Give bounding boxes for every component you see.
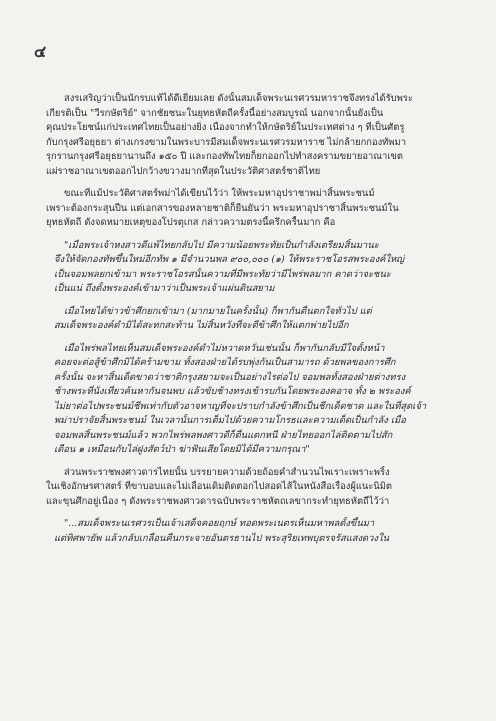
text-line: เพราะต้องกระสุนปืน แต่เอกสารของหลายชาติก็ยืนยันว่า พระมหาอุปราชาสิ้นพระชนม์ใน xyxy=(46,202,399,214)
text-line: ครั้งนั้น จะหาสิ้นเด็ดขาดว่าชาติกรุงสยามจะเป็นอย่างไรต่อไป จอมพลทั้งสองฝ่ายต่างทรง xyxy=(54,371,406,383)
text-line: ช้างพระที่นั่งเที่ยวค้นหากันจนพบ แล้วขับช้างทรงเข้ารบกันโดยพระองคอาจ ทั้ง ๒ พระองค์ xyxy=(54,386,411,397)
body-paragraph xyxy=(46,92,466,179)
text-line: จึงให้จัดกองทัพขึ้นใหม่อีกทัพ ๑ มีจำนวนพล ๙๐๐,๐๐๐ (๑) ให้พระราชโอรสพระองค์ใหญ่ xyxy=(54,254,405,265)
text-line: สงรเสริญว่าเป็นนักรบแท้ได้ดีเยี่ยมเลย ดังนั้นสมเด็จพระนเรศวรมหาราชจึงทรงได้รับพระ xyxy=(64,93,413,104)
text-line: คุณประโยชน์แก่ประเทศไทยเป็นอย่างยิ่ง เนื่องจากทำให้กษัตริย์ในประเทศต่าง ๆ ที่เป็นศัตรู xyxy=(46,122,405,133)
text-line: แผ่ราชอาณาเขตออกไปกว้างขวางมากที่สุดในประวัติศาสตร์ชาติไทย xyxy=(46,165,321,177)
text-line: ยุทธหัตถี ดังจดหมายเหตุของโปรตุเกส กล่าวความตรงนี้ครึกครื้นมาก คือ xyxy=(46,217,336,228)
text-line: แต่ทิศพายัพ แล้วกลับเกลื่อนคืนกระจายอันตรธานไป พระสุริยเทพบุตรจรัสแสงดวงใน xyxy=(54,532,389,544)
text-line: จอมพลสิ้นพระชนม์แล้ว พวกไพร่พลพงศาวดีก็ตื่นแตกหนี ฝ่ายไทยออกไล่ติดตามไปสัก xyxy=(54,429,393,441)
text-line: เมื่อไทยได้ข่าวข้าศึกยกเข้ามา (มากมายในครั้งนั้น) ก็พากันตื่นตกใจทั่วไป แต่ xyxy=(64,305,372,317)
text-line: ส่วนพระราชพงศาวดารไทยนั้น บรรยายความด้วยถ้อยคำสำนวนไพเราะเพราะพริ้ง xyxy=(64,466,390,478)
text-line: สมเด็จพระองค์ดำมิได้สะทกสะท้าน ไม่สิ้นหวังที่จะตีข้าศึกให้แตกพ่ายไปอีก xyxy=(54,320,349,331)
text-line: เกียรติเป็น "วีรกษัตริย์" จากชัยชนะในยุทธหัตถีครั้งนี้อย่างสมบูรณ์ นอกจากนั้นยังเป็น xyxy=(46,107,384,119)
text-line: ไม่ยาต่อไปพระชนม์ชีพเท่ากับตัวอาจหาญที่จะปราบกำลังข้าศึกเป็นชีกเด็ดชาด และในที่สุดเจ้า xyxy=(54,400,427,412)
quote-paragraph xyxy=(46,342,466,458)
text-line: "...สมเด็จพระนเรศวรเป็นเจ้าเสด็จคอยฤกษ์ ทอดพระเนตรเห็นมหาพลตั้งขึ้นมา xyxy=(64,518,375,529)
text-line: กับกรุงศรีอยุธยา ต่างเกรงขามในพระบารมีสมเด็จพระนเรศวรมหาราช ไม่กล้ายกกองทัพมา xyxy=(46,136,406,148)
body-paragraph xyxy=(46,187,466,231)
text-line: เมื่อไพร่พลไทยเห็นสมเด็จพระองค์ดำไม่หวาดหวั่นเช่นนั้น ก็พากันกลับมีใจตั้งหน้า xyxy=(64,342,385,354)
text-line: "เมื่อพระเจ้าหงสาวดีแพ้ไทยกลับไป มีความน้อยพระทัยเป็นกำลังเตรียมสิ้นมานะ xyxy=(64,239,379,251)
quote-paragraph xyxy=(46,239,466,297)
text-line: รุกรานกรุงศรีอยุธยานานถึง ๑๕๐ ปี และกองทัพไทยก็ยกออกไปทำสงครามขยายอาณาเขต xyxy=(46,151,403,162)
document-body xyxy=(46,92,466,554)
text-line: เป็นแน่ ถึงตั้งพระองค์เข้ามาว่าเป็นพระเจ้าแผ่นดินสยาม xyxy=(54,283,275,294)
text-line: พม่าปราจัยสิ้นพระชนม์ ในเวลานั้นการเต็มไปด้วยความโกรธและความเด็ดเป็นกำลัง เมื่อ xyxy=(54,415,406,426)
text-line: คอยจะต่อสู้ข้าศึกมิได้คร้ามขาม ทั้งสองฝ่ายได้รบพุ่งกันเป็นสามารถ ด้วยพลของการศึก xyxy=(54,357,396,368)
text-line: เป็นจอมพลยกเข้ามา พระราชโอรสนั้นความที่มีพระทัยว่ามีไพร่พลมาก คาดว่าจะชนะ xyxy=(54,268,391,280)
text-line: ในเชิงอักษรศาสตร์ ที่ขาบอบและไม่เลื่อนเดิมติดตอกไปสอดไส้ในหนังสือเรื่องผู้แนะนิมิต xyxy=(46,481,392,492)
text-line: เดือน ๑ เหมือนกับไล่ฝูงสัตว์ป่า ฆ่าฟันเสียโดยมิได้มีความกรุณา" xyxy=(54,444,310,455)
body-paragraph xyxy=(46,466,466,510)
quote-paragraph xyxy=(46,517,466,546)
text-line: และขุนศึกอยู่เนื่อง ๆ ดังพระราชพงศาวดารฉบับพระราชหัตถเลขากระทำยุทธหัตถีไว้ว่า xyxy=(46,495,390,507)
quote-paragraph xyxy=(46,305,466,334)
text-line: ขณะที่แม้ประวัติศาสตร์พม่าได้เขียนไว้ว่า ให้พระมหาอุปราชาพม่าสิ้นพระชนม์ xyxy=(64,188,375,199)
page-number: ๔ xyxy=(34,42,47,61)
